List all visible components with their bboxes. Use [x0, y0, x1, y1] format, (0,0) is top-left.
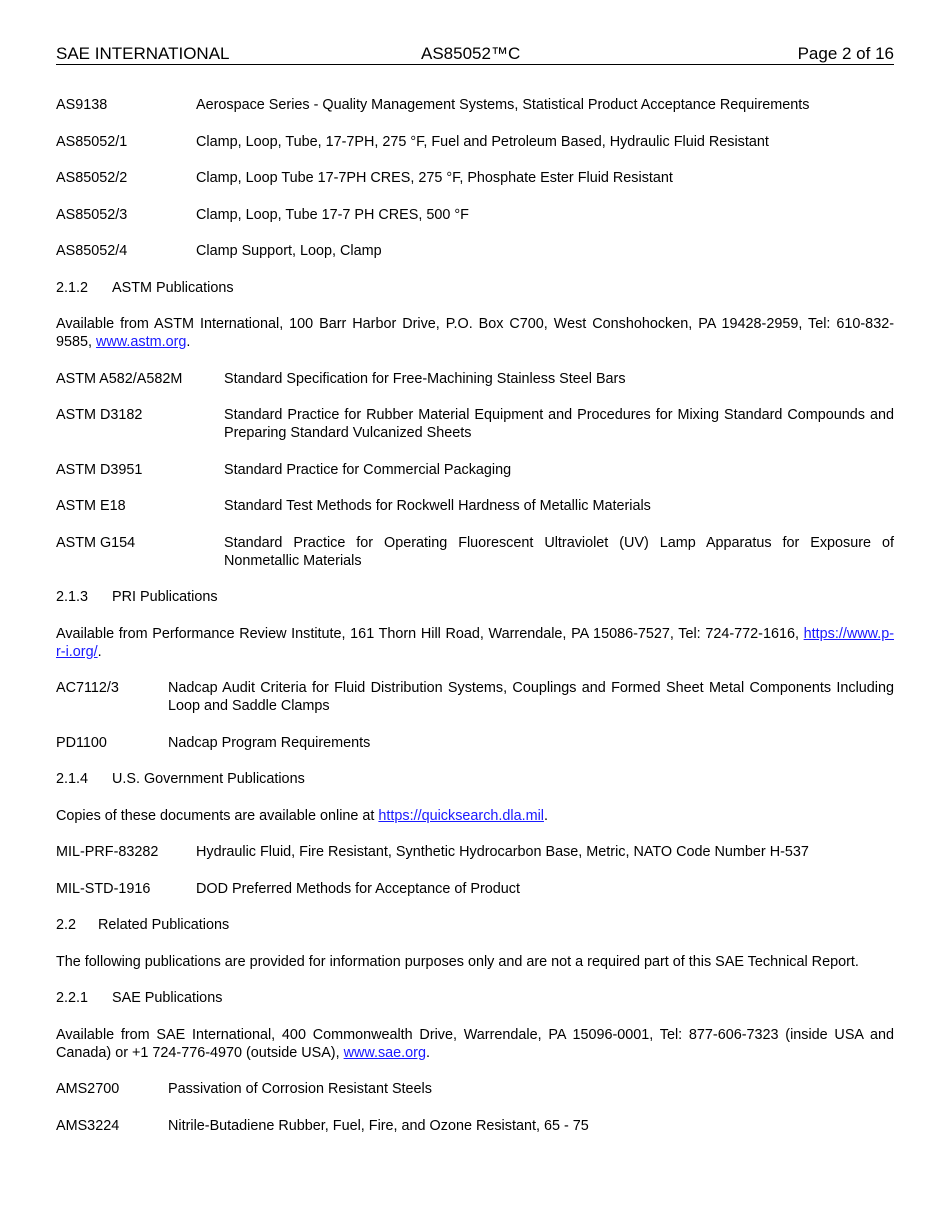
- reference-row: [56, 206, 894, 224]
- reference-code: PD1100: [56, 734, 107, 751]
- reference-description: Clamp, Loop, Tube, 17-7PH, 275 °F, Fuel and Petroleum Based, Hydraulic Fluid Resistant: [196, 133, 769, 150]
- reference-code: ASTM A582/A582M: [56, 370, 183, 387]
- reference-row: [56, 843, 894, 861]
- reference-description: Nadcap Program Requirements: [168, 734, 371, 751]
- reference-description: Standard Practice for Commercial Packaging: [224, 461, 512, 478]
- related-paragraph: The following publications are provided for information purposes only and are not a required part of this SAE Technical Report.: [56, 953, 859, 970]
- reference-description: Nadcap Audit Criteria for Fluid Distribution Systems, Couplings and Formed Sheet Metal Components Including Loop and Saddle Clamps: [168, 680, 894, 714]
- reference-row: [56, 534, 894, 570]
- reference-row: [56, 169, 894, 187]
- reference-description: Clamp Support, Loop, Clamp: [196, 243, 382, 259]
- section-number: 2.1.2: [56, 279, 89, 296]
- reference-row: [56, 370, 894, 388]
- header-page-number: Page 2 of 16: [797, 44, 894, 63]
- section-heading-government: [56, 770, 894, 788]
- sae-availability-paragraph: Available from SAE International, 400 Commonwealth Drive, Warrendale, PA 15096-0001, Tel: 877-606-7323 (inside USA and Canada) or +1 724-776-4970 (outside USA), www.sae.org.: [56, 1026, 894, 1061]
- reference-code: AMS3224: [56, 1117, 120, 1134]
- section-heading-sae: [56, 989, 894, 1007]
- reference-code: AS85052/1: [56, 133, 128, 150]
- reference-code: AC7112/3: [56, 680, 119, 696]
- reference-code: AMS2700: [56, 1081, 120, 1097]
- reference-row: [56, 734, 894, 752]
- section-number: 2.1.3: [56, 589, 89, 605]
- reference-description: Standard Practice for Rubber Material Equipment and Procedures for Mixing Standard Compounds and Preparing Standard Vulcanized Sheets: [224, 407, 894, 441]
- reference-row: [56, 96, 894, 114]
- reference-row: [56, 242, 894, 260]
- section-title: Related Publications: [98, 917, 230, 933]
- reference-row: [56, 497, 894, 515]
- section-heading-pri: [56, 588, 894, 606]
- pri-website-link[interactable]: https://www.p-r-i.org/: [56, 625, 894, 660]
- reference-row: [56, 1117, 894, 1135]
- document-body: [56, 96, 894, 1153]
- header-org: SAE INTERNATIONAL: [56, 44, 230, 63]
- reference-row: [56, 406, 894, 442]
- reference-code: ASTM E18: [56, 498, 126, 514]
- section-heading-astm: [56, 279, 894, 297]
- reference-row: [56, 679, 894, 715]
- section-number: 2.2.1: [56, 990, 89, 1006]
- pri-availability-paragraph: Available from Performance Review Institute, 161 Thorn Hill Road, Warrendale, PA 15086-7527, Tel: 724-772-1616, https://www.p-r-i.org/.: [56, 625, 894, 660]
- reference-code: ASTM G154: [56, 534, 136, 551]
- section-title: U.S. Government Publications: [112, 771, 305, 787]
- reference-description: Standard Specification for Free-Machining Stainless Steel Bars: [224, 370, 626, 387]
- reference-code: ASTM D3951: [56, 461, 143, 478]
- reference-code: AS85052/4: [56, 243, 128, 259]
- page-header: [56, 44, 894, 65]
- section-number: 2.2: [56, 917, 77, 933]
- reference-code: AS9138: [56, 97, 108, 113]
- reference-code: AS85052/3: [56, 206, 128, 223]
- astm-website-link[interactable]: www.astm.org: [96, 334, 187, 350]
- section-title: ASTM Publications: [112, 279, 234, 296]
- reference-code: ASTM D3182: [56, 407, 143, 423]
- astm-availability-paragraph: Available from ASTM International, 100 Barr Harbor Drive, P.O. Box C700, West Conshohocken, PA 19428-2959, Tel: 610-832-9585, www.astm.org.: [56, 316, 894, 350]
- government-availability-paragraph: Copies of these documents are available online at https://quicksearch.dla.mil.: [56, 807, 548, 824]
- reference-description: DOD Preferred Methods for Acceptance of Product: [196, 880, 520, 897]
- section-heading-related: [56, 916, 894, 934]
- reference-description: Standard Test Methods for Rockwell Hardness of Metallic Materials: [224, 498, 651, 514]
- reference-row: [56, 880, 894, 898]
- reference-description: Aerospace Series - Quality Management Systems, Statistical Product Acceptance Requirements: [196, 97, 810, 113]
- reference-row: [56, 461, 894, 479]
- reference-description: Nitrile-Butadiene Rubber, Fuel, Fire, and Ozone Resistant, 65 - 75: [168, 1117, 589, 1134]
- reference-description: Clamp, Loop, Tube 17-7 PH CRES, 500 °F: [196, 206, 469, 223]
- header-doc-number: AS85052™C: [421, 44, 521, 63]
- reference-code: MIL-PRF-83282: [56, 844, 159, 860]
- reference-row: [56, 1080, 894, 1098]
- reference-description: Passivation of Corrosion Resistant Steels: [168, 1081, 432, 1097]
- reference-description: Hydraulic Fluid, Fire Resistant, Synthetic Hydrocarbon Base, Metric, NATO Code Number H-537: [196, 844, 809, 860]
- section-number: 2.1.4: [56, 771, 89, 787]
- reference-description: Clamp, Loop Tube 17-7PH CRES, 275 °F, Phosphate Ester Fluid Resistant: [196, 170, 673, 186]
- reference-code: AS85052/2: [56, 170, 128, 186]
- reference-row: [56, 133, 894, 151]
- section-title: SAE Publications: [112, 990, 223, 1006]
- reference-description: Standard Practice for Operating Fluorescent Ultraviolet (UV) Lamp Apparatus for Exposure of Nonmetallic Materials: [224, 534, 894, 569]
- dla-quicksearch-link[interactable]: https://quicksearch.dla.mil: [378, 807, 544, 824]
- reference-code: MIL-STD-1916: [56, 880, 151, 897]
- sae-website-link[interactable]: www.sae.org: [343, 1044, 426, 1061]
- section-title: PRI Publications: [112, 589, 218, 605]
